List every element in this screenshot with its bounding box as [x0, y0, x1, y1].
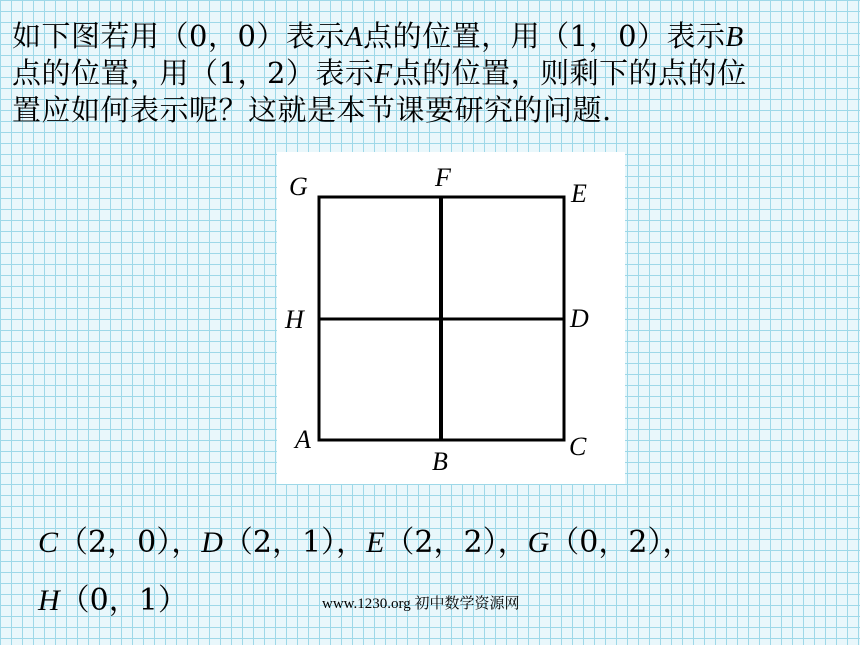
label-a: A [295, 425, 311, 454]
label-h: H [285, 305, 304, 334]
point-a-ref: A [344, 21, 364, 53]
text-run: 点的位置，则剩下的点的位 [392, 56, 747, 90]
point-h-label: H [38, 584, 60, 617]
text-run: 点的位置，用（1，2）表示 [12, 56, 375, 90]
label-g: G [289, 172, 308, 201]
label-d: D [570, 304, 589, 333]
problem-statement [12, 18, 852, 128]
problem-line-2 [12, 55, 852, 92]
point-b-ref: B [725, 21, 744, 53]
text-run: 如下图若用（0，0）表示 [12, 19, 345, 53]
point-g-label: G [527, 526, 550, 559]
label-f: F [435, 163, 451, 192]
problem-line-1 [12, 18, 852, 55]
point-e-coord: （2，2）， [384, 525, 528, 560]
point-f-ref: F [374, 58, 393, 90]
point-h-coord: （0，1） [59, 583, 188, 618]
label-c: C [569, 432, 587, 461]
source-footer: www.1230.org 初中数学资源网 [322, 596, 520, 612]
grid-figure [277, 152, 625, 484]
grid-diagram [277, 152, 625, 484]
text-run: 置应如何表示呢？这就是本节课要研究的问题. [12, 93, 612, 127]
point-c-label: C [38, 526, 59, 559]
point-g-coord: （0，2）， [549, 525, 693, 560]
point-d-coord: （2，1）， [222, 525, 367, 560]
point-d-label: D [201, 526, 223, 559]
label-b: B [432, 447, 448, 476]
text-run: 点的位置，用（1，0）表示 [363, 19, 726, 53]
point-e-label: E [366, 526, 385, 559]
answer-line-1 [38, 514, 838, 572]
label-e: E [571, 179, 587, 208]
point-c-coord: （2，0）， [58, 525, 202, 560]
problem-line-3 [12, 92, 852, 128]
